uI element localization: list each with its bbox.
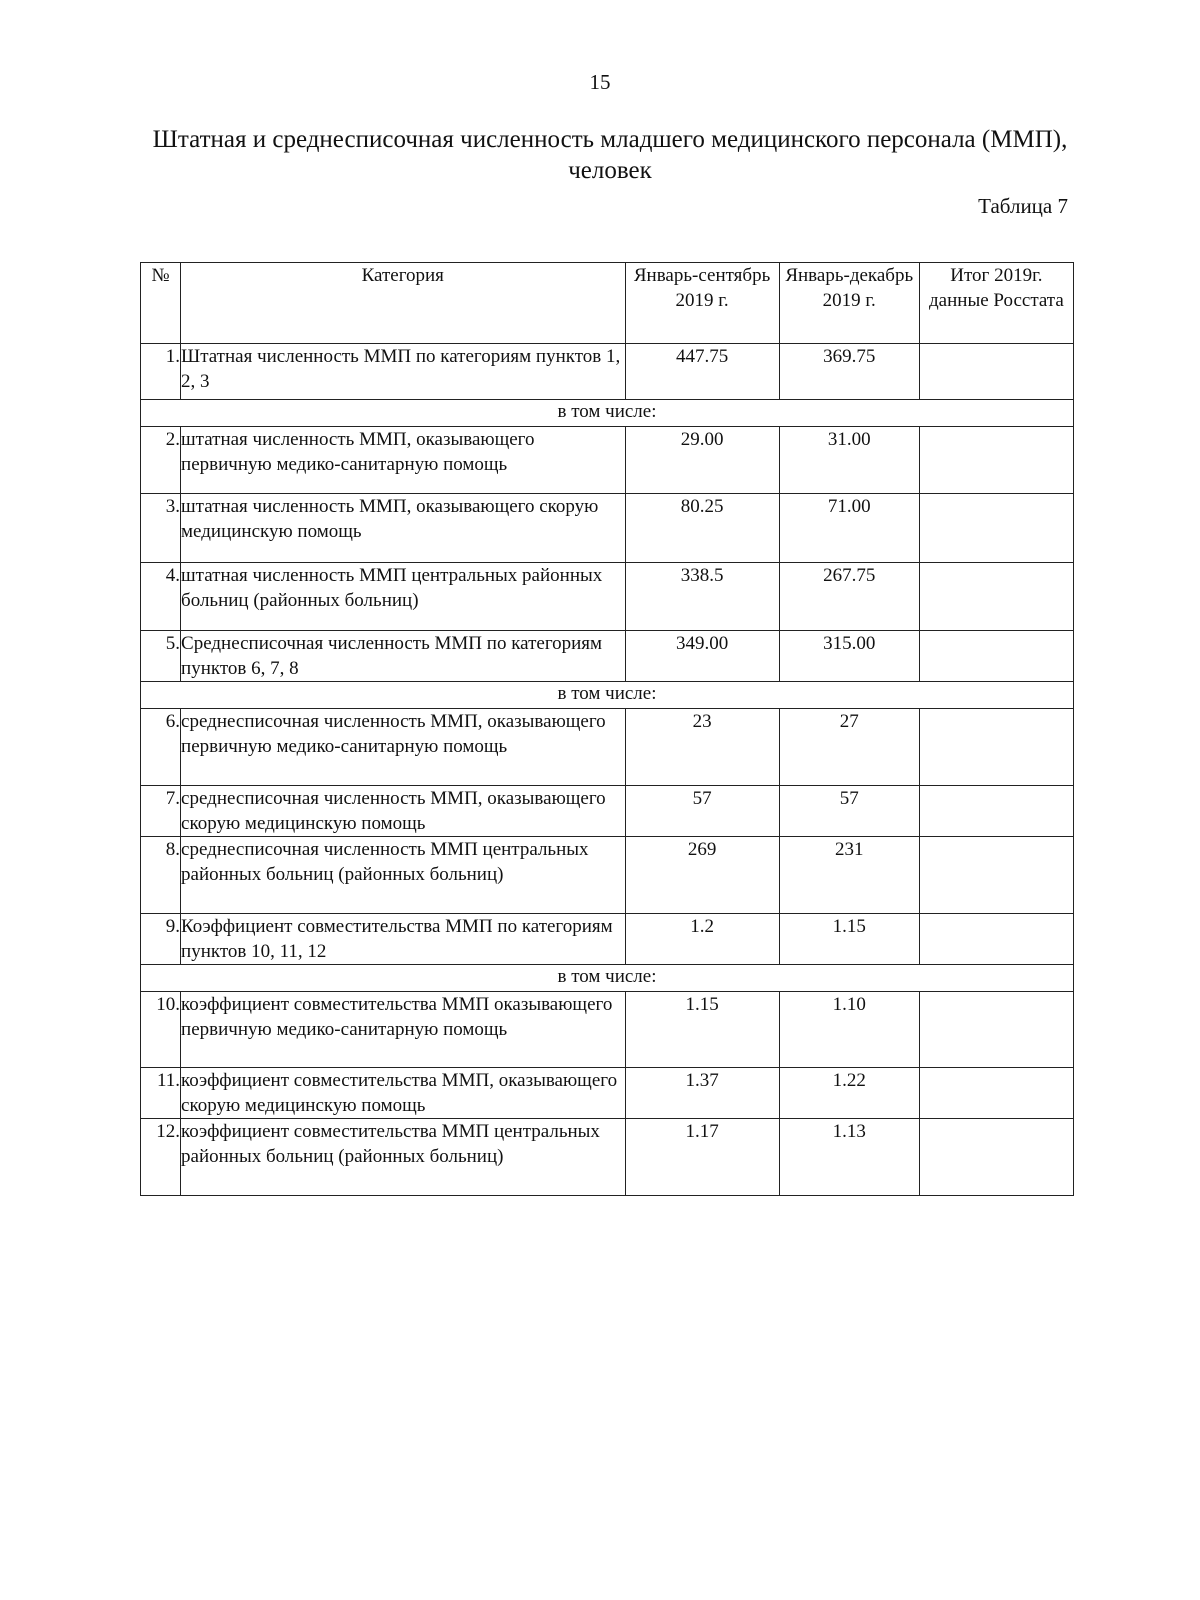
- table-caption: Таблица 7: [978, 194, 1068, 218]
- row-value-jan-sep: 1.17: [625, 1119, 779, 1196]
- subheading: в том числе:: [141, 682, 1074, 709]
- row-value-jan-dec: 1.10: [779, 992, 919, 1068]
- table-row: [141, 563, 1074, 631]
- row-number: 8.: [141, 837, 181, 914]
- row-number: 12.: [141, 1119, 181, 1196]
- table-row: [141, 427, 1074, 494]
- row-number: 11.: [141, 1068, 181, 1119]
- row-value-rosstat: [919, 563, 1073, 631]
- row-value-rosstat: [919, 344, 1073, 400]
- row-value-jan-dec: 31.00: [779, 427, 919, 494]
- row-value-jan-dec: 1.22: [779, 1068, 919, 1119]
- table-row: [141, 631, 1074, 682]
- row-number: 2.: [141, 427, 181, 494]
- subheading-row: [141, 965, 1074, 992]
- row-value-rosstat: [919, 1119, 1073, 1196]
- table-row: [141, 786, 1074, 837]
- row-number: 5.: [141, 631, 181, 682]
- row-category: среднесписочная численность ММП, оказывающего первичную медико-санитарную помощь: [181, 709, 625, 786]
- row-value-rosstat: [919, 427, 1073, 494]
- row-value-jan-dec: 231: [779, 837, 919, 914]
- subheading-row: [141, 682, 1074, 709]
- row-value-jan-dec: 369.75: [779, 344, 919, 400]
- row-category: коэффициент совместительства ММП оказывающего первичную медико-санитарную помощь: [181, 992, 625, 1068]
- row-value-jan-dec: 1.15: [779, 914, 919, 965]
- row-value-jan-dec: 27: [779, 709, 919, 786]
- row-value-rosstat: [919, 914, 1073, 965]
- table-row: [141, 344, 1074, 400]
- row-value-jan-sep: 80.25: [625, 494, 779, 563]
- row-value-jan-dec: 315.00: [779, 631, 919, 682]
- row-value-rosstat: [919, 631, 1073, 682]
- row-category: среднесписочная численность ММП центральных районных больниц (районных больниц): [181, 837, 625, 914]
- table-row: [141, 914, 1074, 965]
- header-jan-dec-2019: Январь-декабрь 2019 г.: [779, 263, 919, 344]
- staffing-table: [140, 262, 1074, 1196]
- header-total-rosstat: Итог 2019г. данные Росстата: [919, 263, 1073, 344]
- table-row: [141, 709, 1074, 786]
- row-value-jan-sep: 447.75: [625, 344, 779, 400]
- row-category: штатная численность ММП центральных районных больниц (районных больниц): [181, 563, 625, 631]
- row-category: штатная численность ММП, оказывающего скорую медицинскую помощь: [181, 494, 625, 563]
- header-num: №: [141, 263, 181, 344]
- row-value-rosstat: [919, 837, 1073, 914]
- row-value-jan-dec: 71.00: [779, 494, 919, 563]
- row-number: 1.: [141, 344, 181, 400]
- row-number: 4.: [141, 563, 181, 631]
- page-number: 15: [589, 70, 611, 94]
- row-value-jan-sep: 1.37: [625, 1068, 779, 1119]
- row-value-rosstat: [919, 1068, 1073, 1119]
- table-row: [141, 494, 1074, 563]
- page-title: Штатная и среднесписочная численность младшего медицинского персонала (ММП), человек: [152, 126, 1068, 184]
- row-number: 7.: [141, 786, 181, 837]
- row-value-rosstat: [919, 992, 1073, 1068]
- table-row: [141, 1119, 1074, 1196]
- row-category: Штатная численность ММП по категориям пунктов 1, 2, 3: [181, 344, 625, 400]
- header-jan-sep-2019: Январь-сентябрь 2019 г.: [625, 263, 779, 344]
- row-value-rosstat: [919, 494, 1073, 563]
- table-row: [141, 837, 1074, 914]
- subheading-row: [141, 400, 1074, 427]
- row-number: 9.: [141, 914, 181, 965]
- row-value-jan-sep: 1.15: [625, 992, 779, 1068]
- row-category: коэффициент совместительства ММП, оказывающего скорую медицинскую помощь: [181, 1068, 625, 1119]
- row-value-rosstat: [919, 786, 1073, 837]
- row-category: среднесписочная численность ММП, оказывающего скорую медицинскую помощь: [181, 786, 625, 837]
- row-value-jan-sep: 269: [625, 837, 779, 914]
- row-value-jan-sep: 1.2: [625, 914, 779, 965]
- row-value-jan-dec: 57: [779, 786, 919, 837]
- row-value-jan-sep: 349.00: [625, 631, 779, 682]
- row-number: 10.: [141, 992, 181, 1068]
- row-category: Среднесписочная численность ММП по категориям пунктов 6, 7, 8: [181, 631, 625, 682]
- header-category: Категория: [181, 263, 625, 344]
- row-value-jan-sep: 338.5: [625, 563, 779, 631]
- row-value-jan-dec: 1.13: [779, 1119, 919, 1196]
- row-category: штатная численность ММП, оказывающего первичную медико-санитарную помощь: [181, 427, 625, 494]
- subheading: в том числе:: [141, 400, 1074, 427]
- row-value-jan-sep: 23: [625, 709, 779, 786]
- row-value-rosstat: [919, 709, 1073, 786]
- table-header-row: [141, 263, 1074, 344]
- row-category: коэффициент совместительства ММП центральных районных больниц (районных больниц): [181, 1119, 625, 1196]
- row-number: 6.: [141, 709, 181, 786]
- subheading: в том числе:: [141, 965, 1074, 992]
- table-row: [141, 1068, 1074, 1119]
- row-category: Коэффициент совместительства ММП по категориям пунктов 10, 11, 12: [181, 914, 625, 965]
- row-value-jan-sep: 57: [625, 786, 779, 837]
- row-value-jan-sep: 29.00: [625, 427, 779, 494]
- row-number: 3.: [141, 494, 181, 563]
- table-row: [141, 992, 1074, 1068]
- row-value-jan-dec: 267.75: [779, 563, 919, 631]
